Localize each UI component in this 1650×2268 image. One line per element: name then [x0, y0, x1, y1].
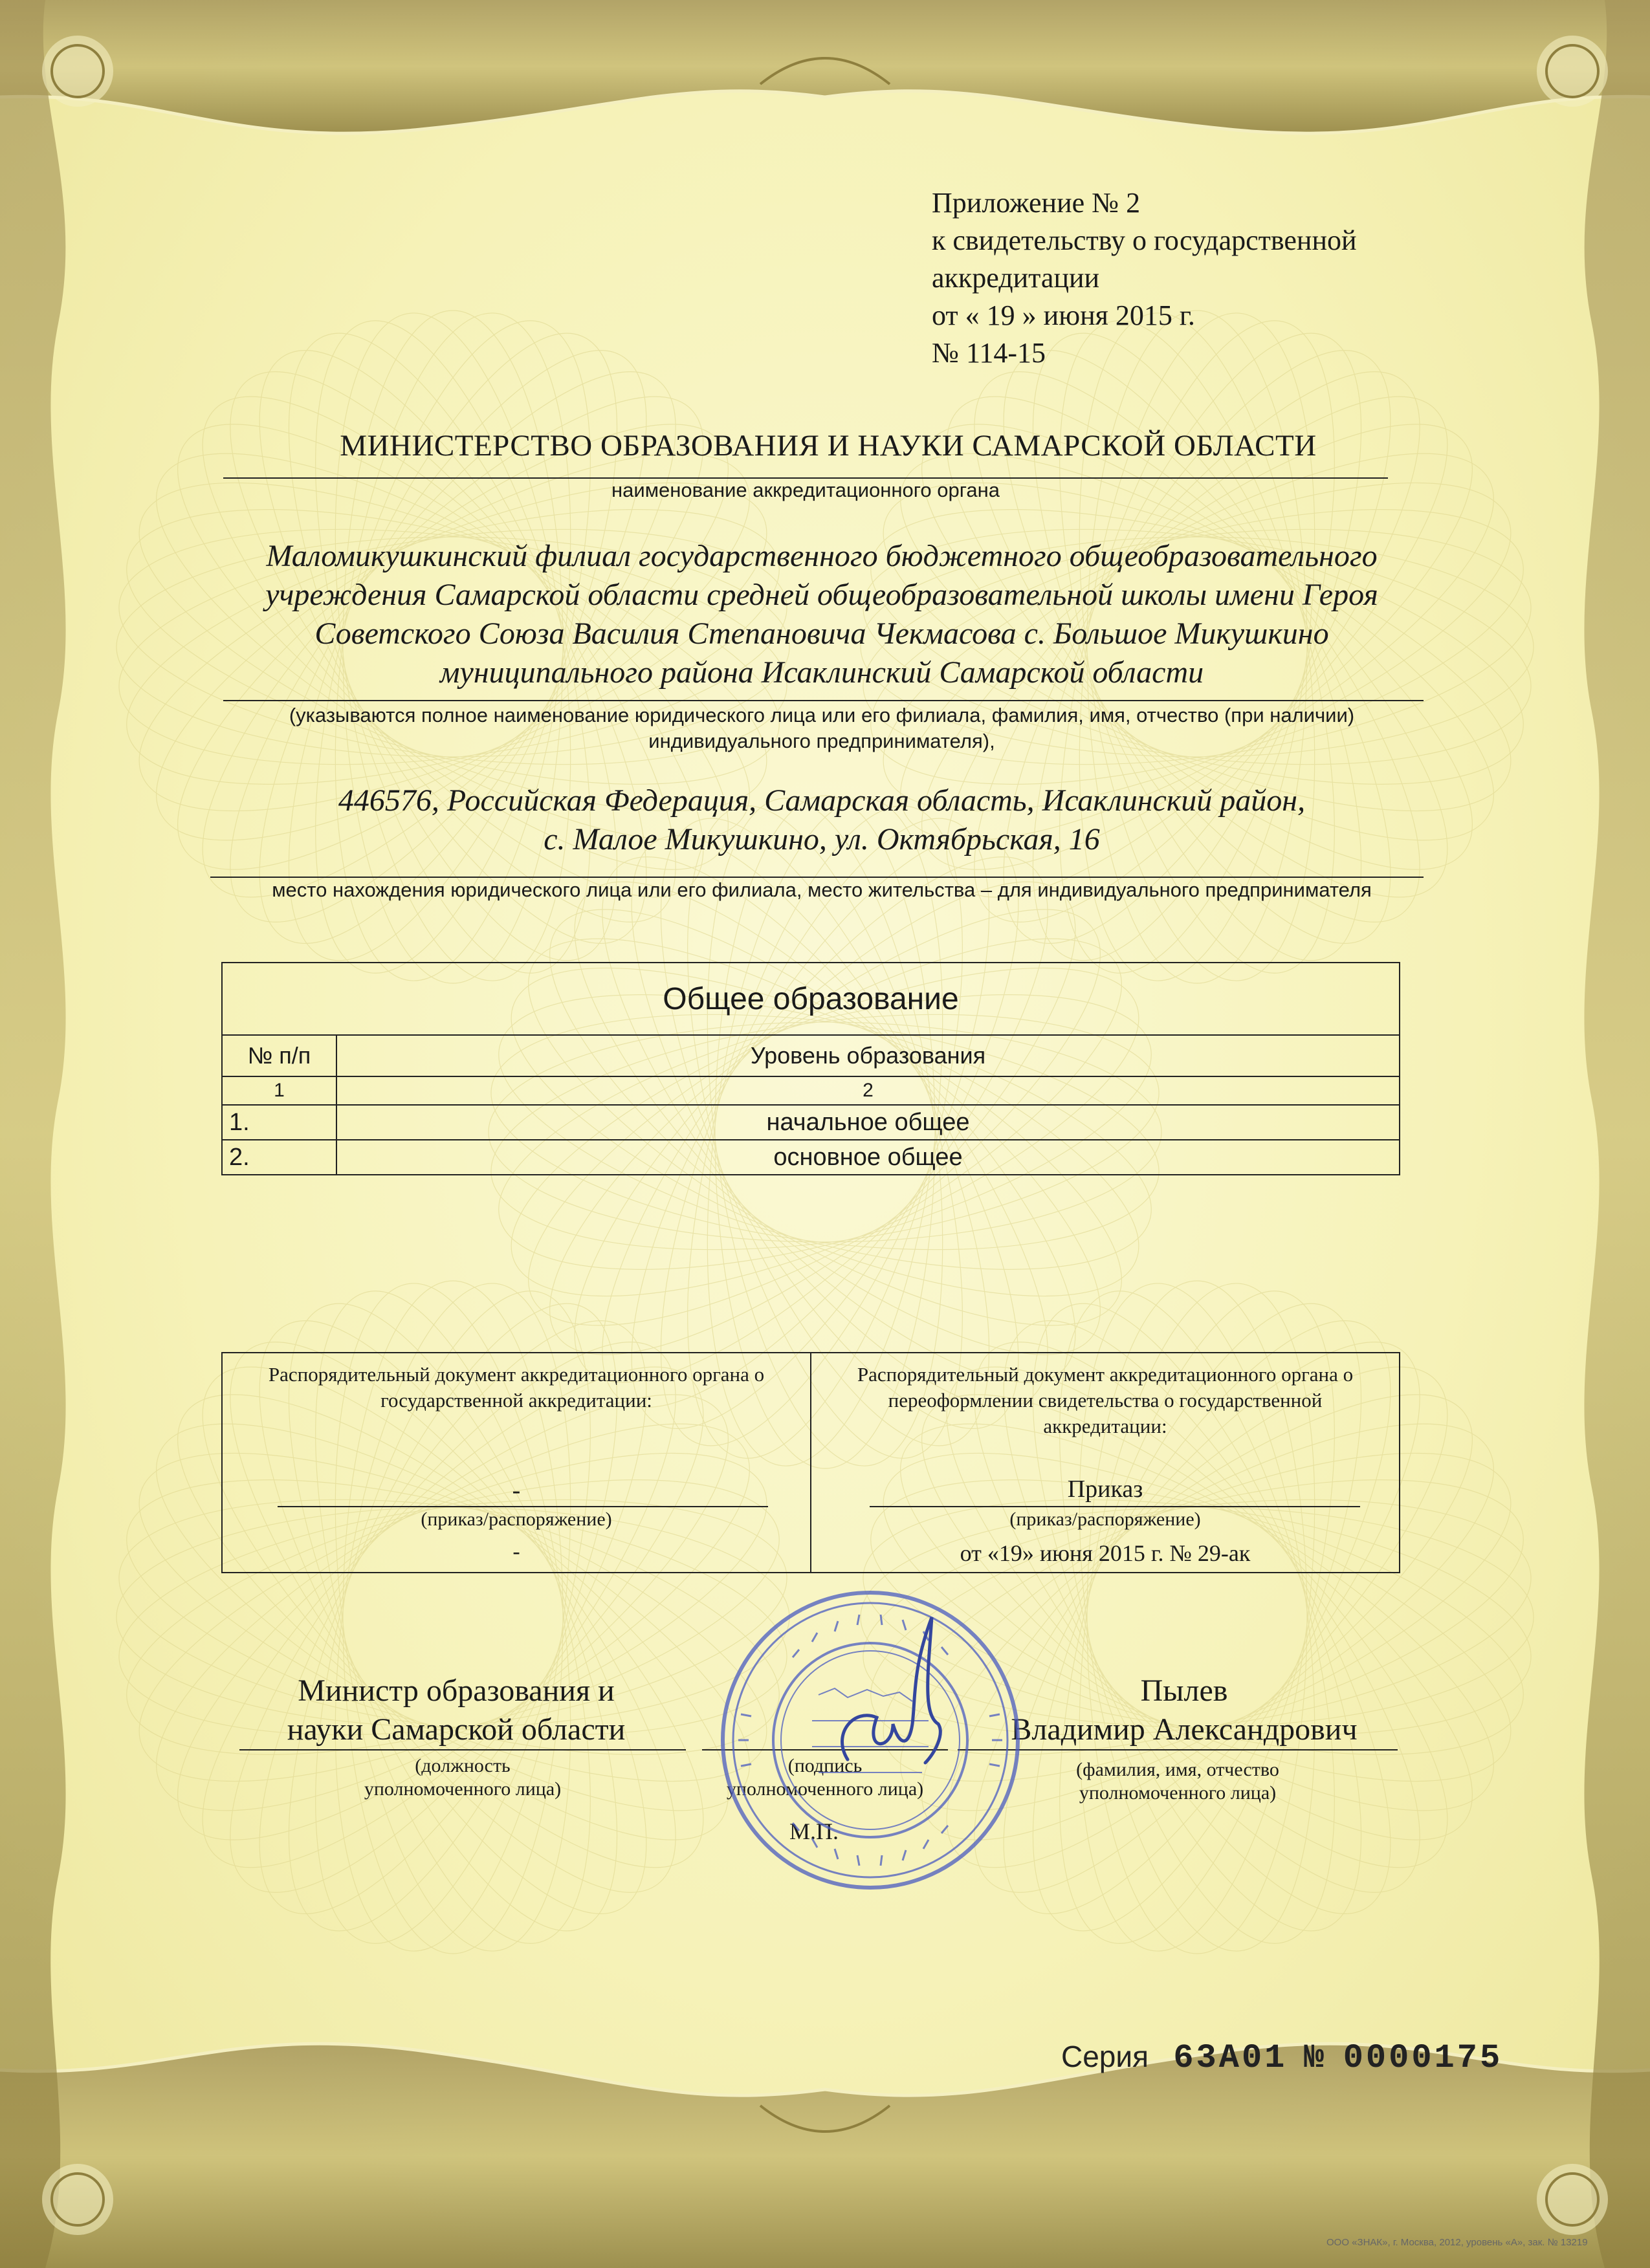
table-title: Общее образование [222, 963, 1400, 1035]
organization-line: Маломикушкинский филиал государственного бюджетного общеобразовательного [266, 539, 1378, 573]
position-caption-line2: уполномоченного лица) [364, 1778, 562, 1800]
position-line1: Министр образования и [298, 1674, 615, 1708]
seal-mark: М.П. [789, 1818, 839, 1844]
table-row [222, 1140, 1400, 1175]
row-level: основное общее [336, 1140, 1400, 1175]
reissue-order-date: от «19» июня 2015 г. № 29-ак [960, 1540, 1251, 1566]
appendix-ref-line2: аккредитации [932, 262, 1100, 294]
reissue-order-value: Приказ [1067, 1476, 1143, 1503]
series-label: Серия [1061, 2040, 1149, 2073]
position-caption-line1: (должность [415, 1755, 511, 1776]
row-number: 2. [222, 1140, 336, 1175]
series-code: 63А01 [1173, 2039, 1288, 2077]
address-line1: 446576, Российская Федерация, Самарская область, Исаклинский район, [338, 783, 1306, 818]
name-caption-line2: уполномоченного лица) [1079, 1782, 1277, 1804]
column-index-2: 2 [336, 1076, 1400, 1105]
accreditation-order-value: - [512, 1477, 521, 1504]
organization-caption [194, 703, 1449, 754]
reissue-order-rule [870, 1506, 1360, 1507]
table-row [222, 1105, 1400, 1140]
printer-imprint: ООО «ЗНАК», г. Москва, 2012, уровень «А», зак. № 13219 [1326, 2237, 1588, 2248]
name-caption-line1: (фамилия, имя, отчество [1076, 1759, 1279, 1780]
authority-caption: наименование аккредитационного органа [611, 479, 1000, 501]
organization-line: Советского Союза Василия Степановича Чекмасова с. Большое Микушкино [314, 616, 1329, 651]
address-caption: место нахождения юридического лица или его филиала, место жительства – для индивидуального предпринимателя [272, 878, 1372, 901]
education-levels-table [221, 962, 1400, 1175]
position-line2: науки Самарской области [287, 1712, 626, 1747]
column-index-1: 1 [222, 1076, 336, 1105]
surname: Пылев [1140, 1674, 1228, 1708]
organization-caption-line1: (указываются полное наименование юридического лица или его филиала, фамилия, имя, отчество (при наличии) [289, 704, 1355, 726]
appendix-number: Приложение № 2 [932, 187, 1141, 219]
appendix-header [932, 184, 1357, 372]
position-rule [239, 1749, 686, 1750]
appendix-cert-number: № 114-15 [932, 337, 1046, 369]
accreditation-order-cell [222, 1353, 811, 1573]
row-number: 1. [222, 1105, 336, 1140]
orders-table [221, 1352, 1400, 1573]
authority-name: МИНИСТЕРСТВО ОБРАЗОВАНИЯ И НАУКИ САМАРСКОЙ ОБЛАСТИ [340, 429, 1317, 463]
official-stamp [715, 1585, 1026, 1895]
address-rule [210, 877, 1424, 878]
signature-caption-line2: уполномоченного лица) [726, 1778, 924, 1800]
organization-address [194, 781, 1449, 859]
accreditation-order-title: Распорядительный документ аккредитационного органа о государственной аккредитации: [268, 1363, 765, 1412]
row-level: начальное общее [336, 1105, 1400, 1140]
address-line2: с. Малое Микушкино, ул. Октябрьская, 16 [544, 822, 1100, 856]
reissue-order-title: Распорядительный документ аккредитационного органа о переоформлении свидетельства о государственной аккредитации: [857, 1363, 1354, 1437]
organization-line: муниципального района Исаклинский Самарской области [439, 655, 1204, 690]
accreditation-order-caption: (приказ/распоряжение) [421, 1509, 612, 1530]
column-header-level: Уровень образования [336, 1035, 1400, 1076]
handwritten-signature [842, 1617, 941, 1763]
organization-caption-line2: индивидуального предпринимателя), [648, 730, 995, 752]
reissue-order-cell [811, 1353, 1400, 1573]
given-names: Владимир Александрович [1011, 1712, 1358, 1747]
organization-rule [223, 700, 1424, 701]
position-caption [239, 1754, 686, 1801]
column-header-number: № п/п [222, 1035, 336, 1076]
signature-caption-line1: (подпись [787, 1755, 863, 1776]
number-sign: № [1303, 2039, 1327, 2077]
appendix-date: от « 19 » июня 2015 г. [932, 300, 1195, 331]
blank-number: 0000175 [1343, 2039, 1503, 2077]
organization-line: учреждения Самарской области средней общеобразовательной школы имени Героя [265, 578, 1378, 612]
appendix-ref-line1: к свидетельству о государственной [932, 224, 1357, 256]
organization-name [194, 537, 1449, 692]
accreditation-order-rule [278, 1506, 768, 1507]
series-number [1061, 2039, 1502, 2077]
accreditation-order-date: - [512, 1540, 520, 1564]
signatory-position [223, 1672, 689, 1749]
reissue-order-caption: (приказ/распоряжение) [1009, 1509, 1201, 1530]
